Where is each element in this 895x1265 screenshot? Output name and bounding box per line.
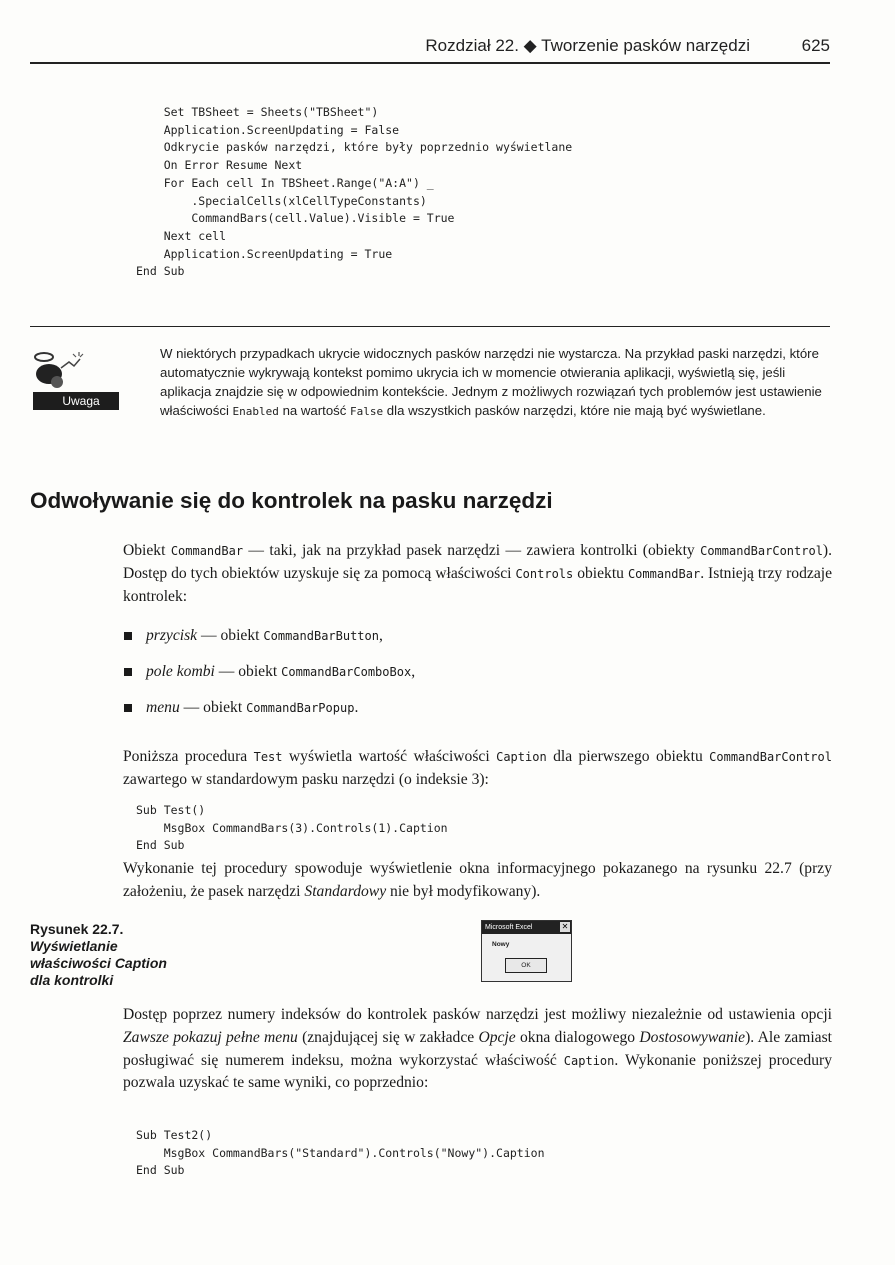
inline-code: False [350,405,384,418]
code-line: Application.ScreenUpdating = True [136,246,393,261]
inline-code: Enabled [232,405,279,418]
code-line: End Sub [136,1163,185,1178]
paragraph: Dostęp poprzez numery indeksów do kontrolek pasków narzędzi jest możliwy niezależnie od ustawienia opcji Zawsze pokazuj pełne menu (znajdującej się w zakładce Opcje okna dialogowego Dostosowywanie). Ale zamiast posługiwać się numerem indeksu, można wykorzystać właściwość Caption. Wykonanie poniższej procedury pozwala uzyskać te same wyniki, co poprzednio: [123,1006,833,1092]
paragraph: Wykonanie tej procedury spowoduje wyświetlenie okna informacyjnego pokazanego na rysunku 22.7 (przy założeniu, że pasek narzędzi Standardowy nie był modyfikowany). [123,860,832,900]
code-line: End Sub [136,838,185,853]
figure-desc-line: właściwości Caption [30,955,167,971]
paragraph: Obiekt CommandBar — taki, jak na przykład pasek narzędzi — zawiera kontrolki (obiekty CommandBarControl). Dostęp do tych obiektów uzyskuje się za pomocą właściwości Controls obiektu CommandBar. Istnieją trzy rodzaje kontrolek: [123,542,833,605]
code-line: MsgBox CommandBars(3).Controls(1).Caption [136,820,448,835]
figure-caption [30,921,220,989]
figure-message-box [481,920,572,982]
section-heading: Odwoływanie się do kontrolek na pasku narzędzi [30,488,553,513]
code-line: Application.ScreenUpdating = False [136,122,400,137]
ok-button: OK [505,958,547,973]
close-icon: ✕ [561,922,569,931]
dialog-message: Nowy [492,941,510,948]
code-line: Sub Test() [136,803,206,817]
note-icon [33,348,119,410]
code-line: Next cell [136,228,227,243]
page-number: 625 [801,36,830,55]
code-line: End Sub [136,264,185,279]
code-line: Odkrycie pasków narzędzi, które były poprzednio wyświetlane [136,140,573,155]
dialog-titlebar [482,921,571,934]
figure-label: Rysunek 22.7. [30,921,124,937]
note-text: W niektórych przypadkach ukrycie widocznych pasków narzędzi nie wystarcza. Na przykład paski narzędzi, które automatycznie wykrywają kontekst pomimo ukrycia ich w momencie otwierania aplikacji, wyświetlą się, jeśli aplikacja znajdzie się w odpowiednim kontekście. Jednym z możliwych rozwiązań tych problemów jest ustawienie właściwości Enabled na wartość False dla wszystkich pasków narzędzi, które nie mają być wyświetlane. [160,346,822,418]
list-item: przycisk — obiekt CommandBarButton, [124,627,383,645]
figure-desc-line: Wyświetlanie [30,938,118,954]
code-line: .SpecialCells(xlCellTypeConstants) [136,193,427,208]
paragraph: Poniższa procedura Test wyświetla wartość właściwości Caption dla pierwszego obiektu CommandBarControl zawartego w standardowym pasku narzędzi (o indeksie 3): [123,748,832,788]
code-block-3 [136,1127,545,1180]
code-line: Set TBSheet = Sheets("TBSheet") [136,105,379,119]
figure-desc-line: dla kontrolki [30,972,114,988]
bullet-icon [124,704,132,712]
bullet-icon [124,668,132,676]
code-block-1 [136,104,572,281]
code-line: On Error Resume Next [136,158,303,173]
code-line: For Each cell In TBSheet.Range("A:A") _ [136,175,434,190]
bullet-icon [124,632,132,640]
header-title: Rozdział 22. ◆ Tworzenie pasków narzędzi [425,36,750,55]
section-divider [30,326,830,327]
code-block-2 [136,802,448,855]
code-line: CommandBars(cell.Value).Visible = True [136,211,455,226]
list-item: pole kombi — obiekt CommandBarComboBox, [124,663,415,681]
note-icon-label: Uwaga [62,394,100,408]
list-item: menu — obiekt CommandBarPopup. [124,699,358,717]
running-header [30,34,830,64]
code-line: Sub Test2() [136,1128,213,1142]
dialog-title: Microsoft Excel [485,924,533,931]
code-line: MsgBox CommandBars("Standard").Controls("Nowy").Caption [136,1145,545,1160]
